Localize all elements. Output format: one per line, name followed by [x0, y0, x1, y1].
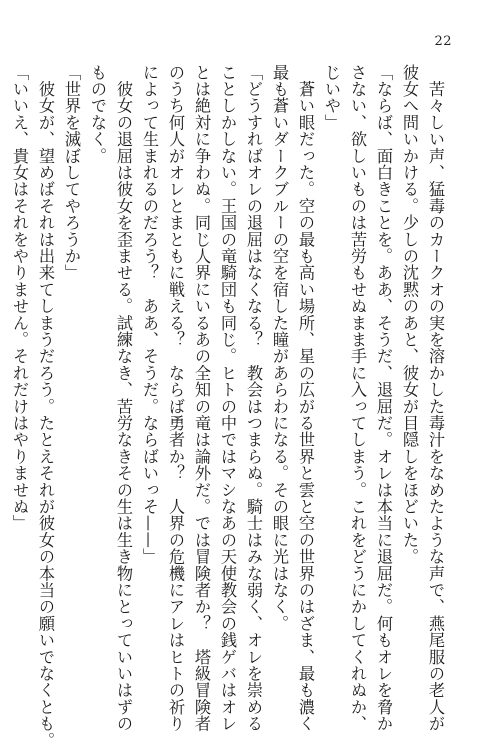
text-line: 彼女へ問いかける。少しの沈黙のあと、彼女が目隠しをほどいた。 [400, 64, 419, 565]
text-line: じいや」 [322, 64, 341, 131]
text-line: 「いいえ、貴女はそれをやりません。それだけはやりませぬ」 [10, 64, 29, 532]
text-line: 彼女が、望めばそれは出来てしまうだろう。たとえそれが彼女の本当の願いでなくとも。 [36, 64, 55, 749]
text-line: によって生まれるのだろう？ ああ、そうだ。ならばいっそ——」 [140, 64, 159, 565]
page-number: 22 [434, 34, 452, 49]
text-line: 蒼い眼だった。空の最も高い場所、星の広がる世界と雲と空の世界のはざま、最も濃く [296, 64, 315, 732]
text-line: 「世界を滅ぼしてやろうか」 [62, 64, 81, 282]
text-line: ものでなく。 [88, 64, 107, 165]
text-line: 「どうすればオレの退屈はなくなる？ 教会はつまらぬ。騎士はみな弱く、オレを崇める [244, 64, 263, 732]
text-line: ことしかしない。王国の竜騎団も同じ。ヒトの中ではマシなあの天使教会の銭ゲバはオレ [218, 64, 237, 732]
text-line: のうち何人がオレとまともに戦える？ ならば勇者か？ 人界の危機にアレはヒトの祈り [166, 64, 185, 732]
text-line: 苦々しい声、猛毒のカークオの実を溶かした毒汁をなめたような声で、燕尾服の老人が [426, 64, 445, 732]
body-text [10, 64, 448, 749]
text-line: さない、欲しいものは苦労もせぬまま手に入ってしまう。これをどうにかしてくれぬか、 [348, 64, 367, 732]
text-line: 彼女の退屈は彼女を歪ませる。試練なき、苦労なきその生は生き物にとっていいはずの [114, 64, 133, 732]
text-line: 「ならば、面白きことを。ああ、そうだ、退屈だ。オレは本当に退屈だ。何もオレを脅か [374, 64, 393, 732]
text-line: とは絶対に争わぬ。同じ人界にいるあの全知の竜は論外だ。では冒険者か？ 塔級冒険者 [192, 64, 211, 732]
text-line: 最も蒼いダークブルーの空を宿した瞳があらわになる。その眼に光はなく。 [270, 64, 289, 632]
